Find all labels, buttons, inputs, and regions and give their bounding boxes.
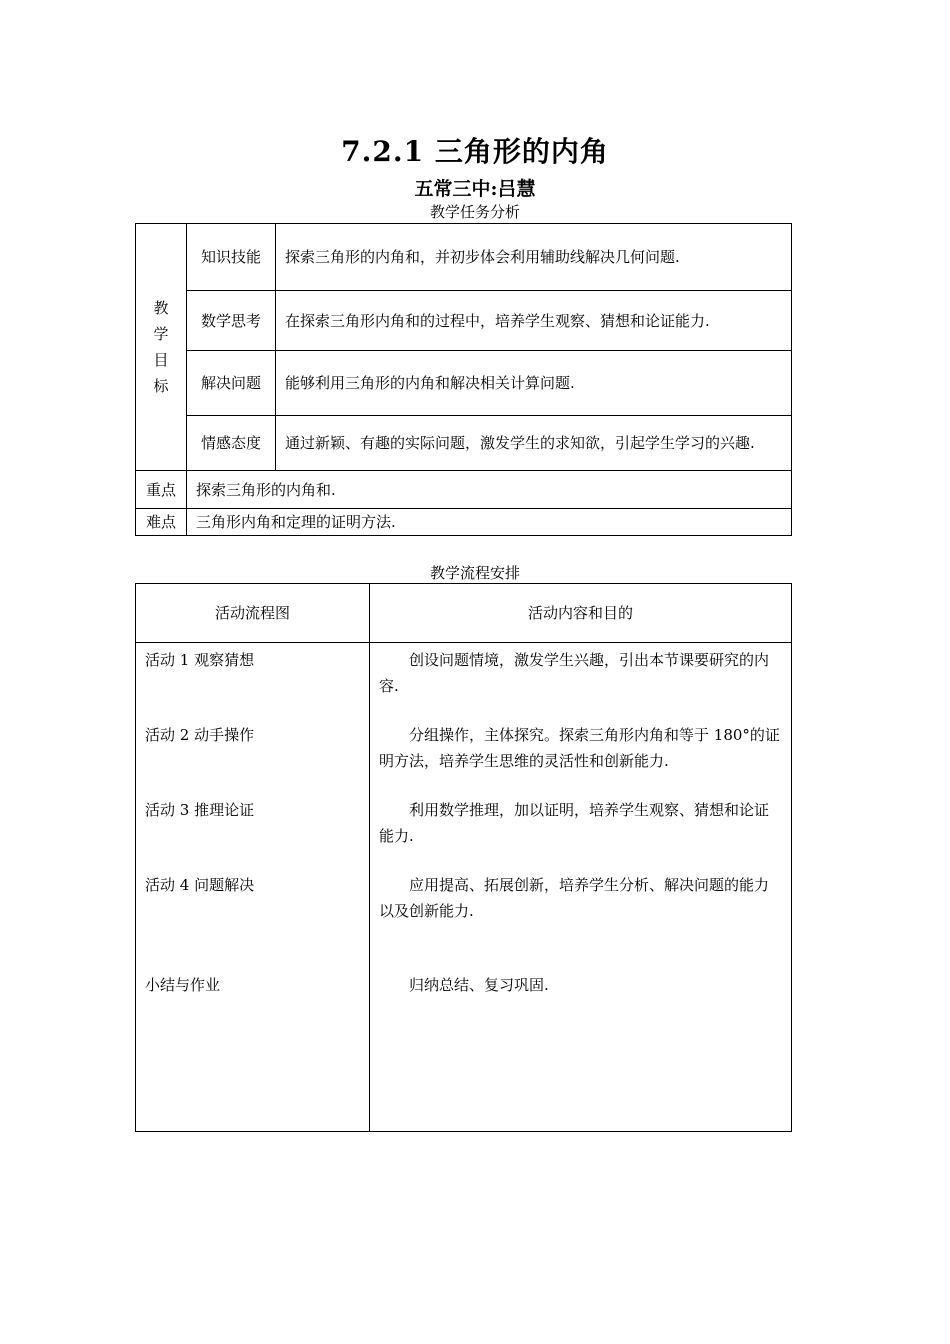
activity-name: 活动 2 动手操作 — [145, 726, 255, 744]
activity-goal: 创设问题情境，激发学生兴趣，引出本节课要研究的内容. — [379, 651, 770, 695]
flow-caption: 教学流程安排 — [429, 564, 520, 582]
activity-name: 活动 1 观察猜想 — [145, 651, 255, 669]
objectives-label-char: 标 — [153, 377, 169, 395]
flow-body-row — [136, 643, 792, 1132]
flow-header-content: 活动内容和目的 — [370, 584, 792, 643]
objective-row — [136, 351, 792, 416]
objective-label: 解决问题 — [187, 351, 276, 416]
author-line: 五常三中:吕慧 — [414, 178, 536, 200]
activity-name: 活动 4 问题解决 — [145, 876, 255, 894]
activity-column — [136, 643, 370, 1132]
difficulty-label: 难点 — [136, 509, 187, 536]
objective-text: 在探索三角形内角和的过程中，培养学生观察、猜想和论证能力. — [276, 291, 792, 351]
key-point-row — [136, 471, 792, 509]
difficulty-text: 三角形内角和定理的证明方法. — [187, 509, 792, 536]
activity-goal: 归纳总结、复习巩固. — [409, 976, 549, 994]
task-analysis-table — [135, 223, 792, 536]
goal-column — [370, 643, 792, 1132]
objective-text: 探索三角形的内角和，并初步体会利用辅助线解决几何问题. — [276, 224, 792, 291]
activity-name: 活动 3 推理论证 — [145, 801, 255, 819]
activity-goal: 利用数学推理，加以证明，培养学生观察、猜想和论证能力. — [379, 801, 770, 845]
activity-goal: 应用提高、拓展创新，培养学生分析、解决问题的能力以及创新能力. — [379, 876, 770, 920]
page-title: 7.2.1 三角形的内角 — [341, 135, 609, 168]
objective-text: 能够利用三角形的内角和解决相关计算问题. — [276, 351, 792, 416]
objective-row — [136, 224, 792, 291]
flow-header-row — [136, 584, 792, 643]
difficulty-row — [136, 509, 792, 536]
objective-label: 知识技能 — [187, 224, 276, 291]
objective-label: 情感态度 — [187, 416, 276, 471]
activity-goal: 分组操作，主体探究。探索三角形内角和等于 180°的证明方法，培养学生思维的灵活性和创新能力. — [379, 726, 780, 770]
task-analysis-caption: 教学任务分析 — [429, 203, 520, 221]
key-point-label: 重点 — [136, 471, 187, 509]
objectives-label-char: 学 — [153, 325, 169, 343]
flow-header-activity: 活动流程图 — [136, 584, 370, 643]
teaching-flow-table — [135, 583, 792, 1132]
key-point-text: 探索三角形的内角和. — [187, 471, 792, 509]
objectives-label — [136, 224, 187, 471]
objectives-label-char: 教 — [153, 299, 169, 317]
objective-text: 通过新颖、有趣的实际问题，激发学生的求知欲，引起学生学习的兴趣. — [276, 416, 792, 471]
activity-name: 小结与作业 — [145, 976, 221, 994]
objective-label: 数学思考 — [187, 291, 276, 351]
objective-row — [136, 416, 792, 471]
objective-row — [136, 291, 792, 351]
objectives-label-char: 目 — [153, 351, 169, 369]
